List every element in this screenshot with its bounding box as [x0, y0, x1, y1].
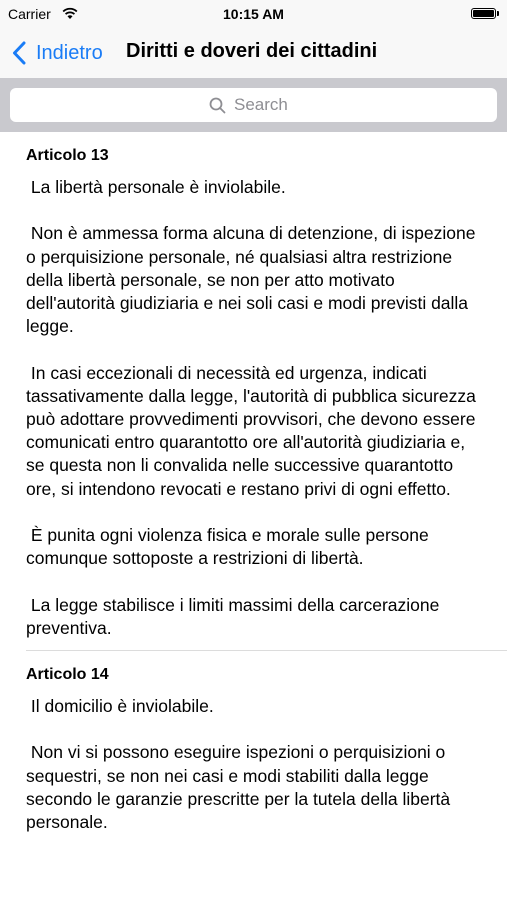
paragraph: Non è ammessa forma alcuna di detenzione, di ispezione o perquisizione personale, né qualsiasi altra restrizione della libertà personale, se non per atto motivato dell'autorità giudiziaria e nei soli casi e modi previsti dalla legge.	[26, 223, 481, 337]
article-list[interactable]	[0, 132, 507, 900]
status-bar	[0, 0, 507, 28]
search-icon	[209, 97, 226, 114]
back-label: Indietro	[36, 41, 103, 64]
article-body	[26, 695, 483, 834]
search-field[interactable]	[10, 88, 497, 122]
paragraph: La legge stabilisce i limiti massimi della carcerazione preventiva.	[26, 594, 445, 638]
battery-tip	[497, 11, 499, 16]
paragraph: È punita ogni violenza fisica e morale sulle persone comunque sottoposte a restrizioni di libertà.	[26, 525, 434, 569]
article-title: Articolo 13	[26, 147, 109, 164]
paragraph: La libertà personale è inviolabile.	[26, 177, 286, 197]
article-14	[0, 651, 507, 834]
carrier-label: Carrier	[8, 6, 51, 22]
battery-icon	[471, 8, 496, 19]
page-title: Diritti e doveri dei cittadini	[126, 40, 378, 62]
back-button[interactable]	[12, 38, 103, 68]
paragraph: Il domicilio è inviolabile.	[26, 696, 214, 716]
status-time: 10:15 AM	[223, 6, 284, 22]
paragraph: In casi eccezionali di necessità ed urgenza, indicati tassativamente dalla legge, l'autorità di pubblica sicurezza può adottare provvedimenti provvisori, che devono essere comunicati entro quarantotto ore all'autorità giudiziaria e, se questa non li convalida nelle successive quarantotto ore, si intendono revocati e restano privi di ogni effetto.	[26, 362, 481, 499]
navigation-bar	[0, 28, 507, 78]
chevron-left-icon	[12, 41, 26, 65]
search-bar	[0, 78, 507, 132]
article-title: Articolo 14	[26, 666, 109, 683]
article-13	[0, 132, 507, 640]
battery-fill	[473, 10, 494, 17]
article-body	[26, 176, 483, 640]
search-input[interactable]	[234, 95, 298, 115]
paragraph: Non vi si possono eseguire ispezioni o perquisizioni o sequestri, se non nei casi e modi stabiliti dalla legge secondo le garanzie prescritte per la tutela della libertà personale.	[26, 742, 456, 832]
